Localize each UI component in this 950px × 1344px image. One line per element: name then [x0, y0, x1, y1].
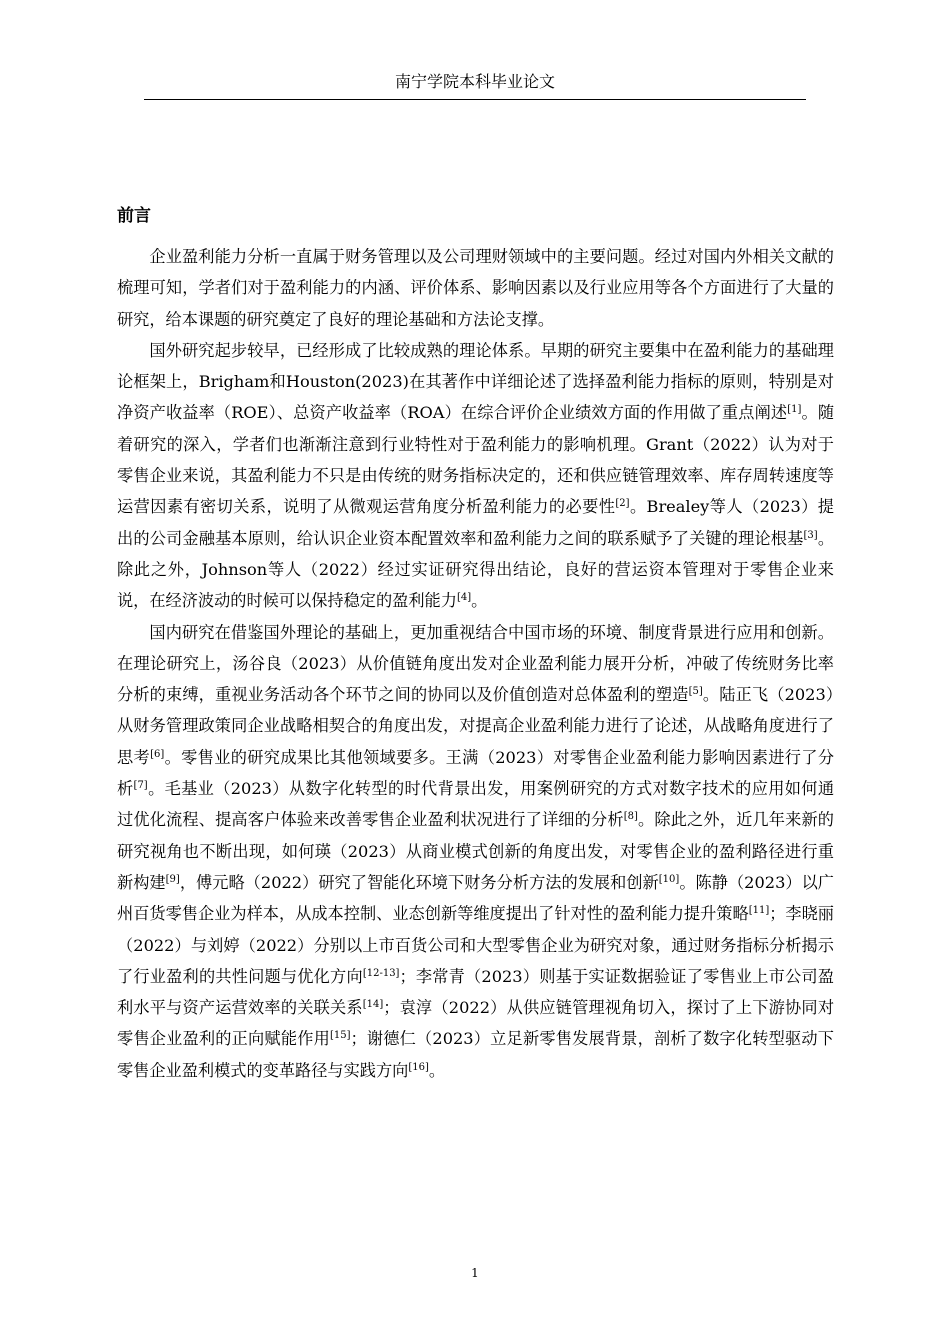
header-rule [144, 99, 806, 100]
citation-ref: [10] [658, 873, 680, 885]
text-run: 企业盈利能力分析一直属于财务管理以及公司理财领域中的主要问题。经过对国内外相关文献的梳理可知，学者们对于盈利能力的内涵、评价体系、影响因素以及行业应用等各个方面进行了大量的研究，给本课题的研究奠定了良好的理论基础和方法论支撑。 [117, 247, 834, 329]
section-title: 前言 [117, 206, 151, 226]
text-run: ，傅元略（2022）研究了智能化环境下财务分析方法的发展和创新 [179, 872, 659, 892]
citation-ref: [8] [623, 811, 638, 823]
text-run: 。零售业的研究成果比其他领域要多。王满（2023）对零售企业盈利能力影响因素进行了分析 [117, 747, 835, 799]
citation-ref: [3] [803, 529, 818, 541]
running-header: 南宁学院本科毕业论文 [394, 72, 555, 91]
paragraph [117, 617, 834, 1086]
text-run: 国外研究起步较早，已经形成了比较成熟的理论体系。早期的研究主要集中在盈利能力的基础理论框架上，Brigham和Houston(2023)在其著作中详细论述了选择盈利能力指标的原则，特别是对净资产收益率（ROE）、总资产收益率（ROA）在综合评价企业绩效方面的作用做了重点阐述 [117, 340, 834, 423]
page-number: 1 [471, 1266, 479, 1280]
text-run: ；谢德仁（2023）立足新零售发展背景，剖析了数字化转型驱动下零售企业盈利模式的变革路径与实践方向 [117, 1029, 834, 1080]
citation-ref: [5] [688, 686, 703, 698]
text-run: ；袁淳（2022）从供应链管理视角切入，探讨了上下游协同对零售企业盈利的正向赋能作用 [117, 998, 835, 1049]
citation-ref: [4] [456, 592, 472, 604]
text-run: 。除此之外，Johnson等人（2022）经过实证研究得出结论，良好的营运资本管理对于零售企业来说，在经济波动的时候可以保持稳定的盈利能力 [117, 528, 835, 611]
citation-ref: [6] [150, 748, 165, 760]
text-run: 。陈静（2023）以广州百货零售企业为样本，从成本控制、业态创新等维度提出了针对性的盈利能力提升策略 [117, 872, 834, 924]
citation-ref: [16] [408, 1061, 429, 1073]
citation-ref: [12-13] [362, 967, 400, 979]
text-run: 。Brealey等人（2023）提出的公司金融基本原则，给认识企业资本配置效率和盈利能力之间的联系赋予了关键的理论根基 [117, 497, 834, 548]
text-run: 。陆正飞（2023）从财务管理政策同企业战略相契合的角度出发，对提高企业盈利能力进行了论述，从战略角度进行了思考 [117, 685, 834, 767]
citation-ref: [14] [362, 999, 384, 1011]
paragraph [117, 335, 834, 617]
citation-ref: [2] [615, 498, 630, 510]
text-run: 。 [428, 1060, 446, 1080]
citation-ref: [15] [329, 1030, 351, 1042]
citation-ref: [11] [748, 905, 770, 917]
text-run: 。 [471, 591, 488, 611]
text-run: 国内研究在借鉴国外理论的基础上，更加重视结合中国市场的环境、制度背景进行应用和创新。在理论研究上，汤谷良（2023）从价值链角度出发对企业盈利能力展开分析，冲破了传统财务比率分析的束缚，重视业务活动各个环节之间的协同以及价值创造对总体盈利的塑造 [117, 622, 834, 705]
citation-ref: [1] [787, 404, 802, 416]
text-run: 。随着研究的深入，学者们也渐渐注意到行业特性对于盈利能力的影响机理。Grant（2022）认为对于零售企业来说，其盈利能力不只是由传统的财务指标决定的，还和供应链管理效率、库存周转速度等运营因素有密切关系，说明了从微观运营角度分析盈利能力的必要性 [117, 403, 835, 517]
citation-ref: [7] [133, 780, 148, 792]
text-run: ；李晓丽（2022）与刘婷（2022）分别以上市百货公司和大型零售企业为研究对象，通过财务指标分析揭示了行业盈利的共性问题与优化方向 [117, 904, 834, 986]
text-run: 。除此之外，近几年来新的研究视角也不断出现，如何瑛（2023）从商业模式创新的角度出发，对零售企业的盈利路径进行重新构建 [117, 810, 834, 892]
body-text [117, 241, 834, 1086]
text-run: 。毛基业（2023）从数字化转型的时代背景出发，用案例研究的方式对数字技术的应用如何通过优化流程、提高客户体验来改善零售企业盈利状况进行了详细的分析 [117, 779, 835, 830]
paragraph [117, 241, 834, 335]
text-run: ；李常青（2023）则基于实证数据验证了零售业上市公司盈利水平与资产运营效率的关联关系 [117, 966, 834, 1018]
citation-ref: [9] [165, 873, 180, 885]
